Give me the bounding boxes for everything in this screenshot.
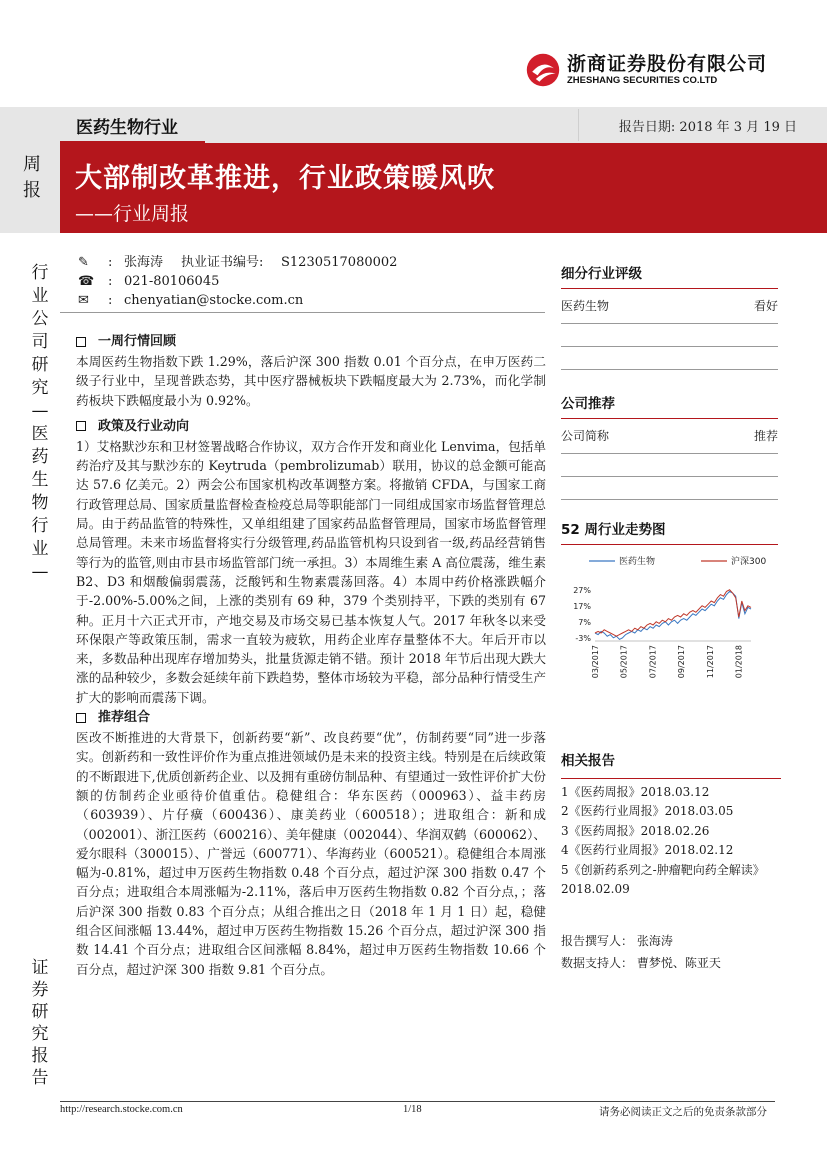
page-number: 1/18: [403, 1104, 422, 1115]
side-label-doctype: 证 券 研 究 报 告: [31, 958, 49, 1088]
section-policy: 政策及行业动向: [76, 416, 546, 437]
rating-value: 看好: [753, 299, 778, 313]
trend-chart: [561, 518, 778, 689]
company-rec-header: 公司简称 推荐: [561, 429, 778, 443]
author-email-row: ✉ : chenyatian@stocke.com.cn: [78, 293, 304, 308]
trend-chart-svg: [561, 549, 778, 689]
company-name-en: ZHESHANG SECURITIES CO.LTD: [566, 75, 718, 86]
date-separator: [578, 109, 579, 141]
y-tick-label: -3%: [575, 633, 591, 643]
rating-title: 细分行业评级: [561, 266, 642, 282]
legend-label-0: 医药生物: [619, 557, 656, 567]
rating-row: [561, 297, 778, 314]
rating-sector: 医药生物: [561, 299, 610, 313]
related-item[interactable]: 1《医药周报》2018.03.12: [561, 784, 710, 799]
series-line-0: [595, 591, 751, 639]
report-subtitle: ——行业周报: [75, 203, 190, 225]
mail-icon: ✉: [78, 293, 89, 308]
x-tick-label: 11/2017: [705, 645, 715, 679]
side-label-category: 行 业 公 司 研 究 — 医 药 生 物 行 业 —: [31, 263, 49, 582]
checkbox-bullet-icon: [76, 421, 86, 431]
company-rec-panel: [561, 392, 778, 500]
report-title: 大部制改革推进，行业政策暖风吹: [75, 163, 495, 194]
checkbox-bullet-icon: [76, 713, 86, 723]
company-name-cn: 浙商证券股份有限公司: [566, 53, 767, 75]
data-support: 数据支持人： 曹梦悦、陈亚天: [561, 956, 721, 970]
report-type-label: 周报: [23, 154, 41, 201]
series-line-1: [595, 590, 751, 636]
author-phone-row: ☎ : 021-80106045: [78, 274, 220, 289]
main-content: [76, 331, 546, 979]
related-title: 相关报告: [561, 753, 615, 769]
author-block: [78, 253, 397, 310]
author-email[interactable]: chenyatian@stocke.com.cn: [124, 293, 304, 308]
author-divider: [60, 312, 545, 313]
cert-label: 执业证书编号:: [181, 255, 264, 270]
writers-block: [561, 930, 721, 974]
related-item[interactable]: 3《医药周报》2018.02.26: [561, 823, 710, 838]
market-review-text: 本周医药生物指数下跌 1.29%，落后沪深 300 指数 0.01 个百分点，在申万医药二级子行业中，呈现普跌态势，其中医疗器械板块下跌幅度最大为 2.73%，而化学制药板块下跌幅度最小为 0.92%。: [76, 354, 546, 408]
cert-number: S1230517080002: [281, 255, 398, 270]
company-logo-icon: [525, 52, 561, 88]
x-tick-label: 07/2017: [648, 645, 658, 679]
related-reports: [561, 752, 781, 900]
y-tick-label: 7%: [578, 617, 591, 627]
section-portfolio: 推荐组合: [76, 707, 546, 728]
related-item[interactable]: 5《创新药系列之-肿瘤靶向药全解读》2018.02.09: [561, 862, 765, 896]
industry-label: 医药生物行业: [76, 118, 178, 138]
portfolio-text: 医改不断推进的大背景下，创新药要“新”、改良药要“优”，仿制药要“同”进一步落实。创新药和一致性评价作为重点推进领域仍是未来的投资主线。特别是在后续政策的不断跟进下,优质创新药企业、以及拥有重磅仿制品种、有望通过一致性评价扩大份额的仿制药企业亟待价值重估。稳健组合：华东医药（000963）、益丰药房（603939）、片仔癀（600436）、康美药业（600518）；进取组合：新和成（002001）、浙江医药（600216）、美年健康（002044）、华润双鹤（600062）、爱尔眼科（300015）、广誉远（600771）、华海药业（600521）。稳健组合本周涨幅为-0.81%，超过申万医药生物指数 0.48 个百分点，超过沪深 300 指数 0.47 个百分点；进取组合本周涨幅为-2.11%，落后申万医药生物指数 0.82 个百分点，；落后沪深 300 指数 0.83 个百分点；从组合推出之日（2018 年 1 月 1 日）起，稳健组合区间涨幅 13.44%，超过申万医药生物指数 15.26 个百分点，超过沪深 300 指数 14.41 个百分点；进取组合区间涨幅 8.84%，超过申万医药生物指数 10.66 个百分点，超过沪深 300 指数 9.81 个百分点。: [76, 730, 546, 977]
policy-text: 1）艾格默沙东和卫材签署战略合作协议，双方合作开发和商业化 Lenvima，包括单药治疗及其与默沙东的 Keytruda（pembrolizumab）联用，协议的总金额可能高达 57.6 亿美元。2）两会公布国家机构改革调整方案。将撤销 CFDA，与国家工商行政管理总局、国家质量监督检查检疫总局等职能部门一同组成国家市场监督管理总局。由于药品监管的特殊性，又单组组建了国家药品监督管理局，国家市场监督管理总局管理。未来市场监督将实行分级管理,药品监管机构只设到省一级,药品经营销售等行为的监管,则由市县市场监管部门统一承担。3）本周维生素 A 高位震荡，维生素 B2、D3 和烟酸偏弱震荡，泛酸钙和生物素震荡回落。4）本周中药价格涨跌幅介于-2.00%-5.00%之间，上涨的类别有 69 种，379 个类别持平，下跌的类别有 67 种。正月十六正式开市，产地交易及市场交易已基本恢复人气。2017 年秋冬以来受环保限产等政策压制，需求一直较为疲软，用药企业库存量整体不大。年后开市以来，多数品种出现库存增加势头，批量货源走销不错。预计 2018 年节后出现大跌大涨的品种较少，多数会延续年前下跌趋势，整体市场较为平稳，部分品种行情受生产扩大的影响而震荡下调。: [76, 438, 546, 705]
pen-icon: ✎: [78, 255, 89, 270]
company-logo: [525, 52, 767, 88]
company-rec-title: 公司推荐: [561, 396, 615, 412]
report-author: 报告撰写人： 张海涛: [561, 934, 673, 948]
x-tick-label: 09/2017: [677, 645, 687, 679]
legend-label-1: 沪深300: [731, 557, 767, 567]
section-market-review: 一周行情回顾: [76, 331, 546, 352]
x-tick-label: 03/2017: [591, 645, 600, 679]
author-name-row: ✎ : 张海涛 执业证书编号: S1230517080002: [78, 255, 398, 270]
related-item[interactable]: 2《医药行业周报》2018.03.05: [561, 804, 734, 818]
disclaimer-note: 请务必阅读正文之后的免责条款部分: [599, 1106, 767, 1118]
checkbox-bullet-icon: [76, 337, 86, 347]
footer-divider: [60, 1101, 775, 1102]
rating-panel: [561, 262, 778, 370]
phone-icon: ☎: [78, 274, 95, 289]
author-name: 张海涛: [124, 255, 164, 270]
footer-url[interactable]: http://research.stocke.com.cn: [60, 1104, 183, 1115]
report-date: 报告日期: 2018 年 3 月 19 日: [618, 120, 797, 135]
author-phone: 021-80106045: [124, 274, 220, 289]
related-item[interactable]: 4《医药行业周报》2018.02.12: [561, 843, 734, 857]
x-tick-label: 01/2018: [734, 645, 744, 679]
y-tick-label: 27%: [573, 585, 591, 595]
x-tick-label: 05/2017: [619, 645, 629, 679]
y-tick-label: 17%: [573, 601, 591, 611]
chart-title: 52 周行业走势图: [561, 522, 666, 538]
